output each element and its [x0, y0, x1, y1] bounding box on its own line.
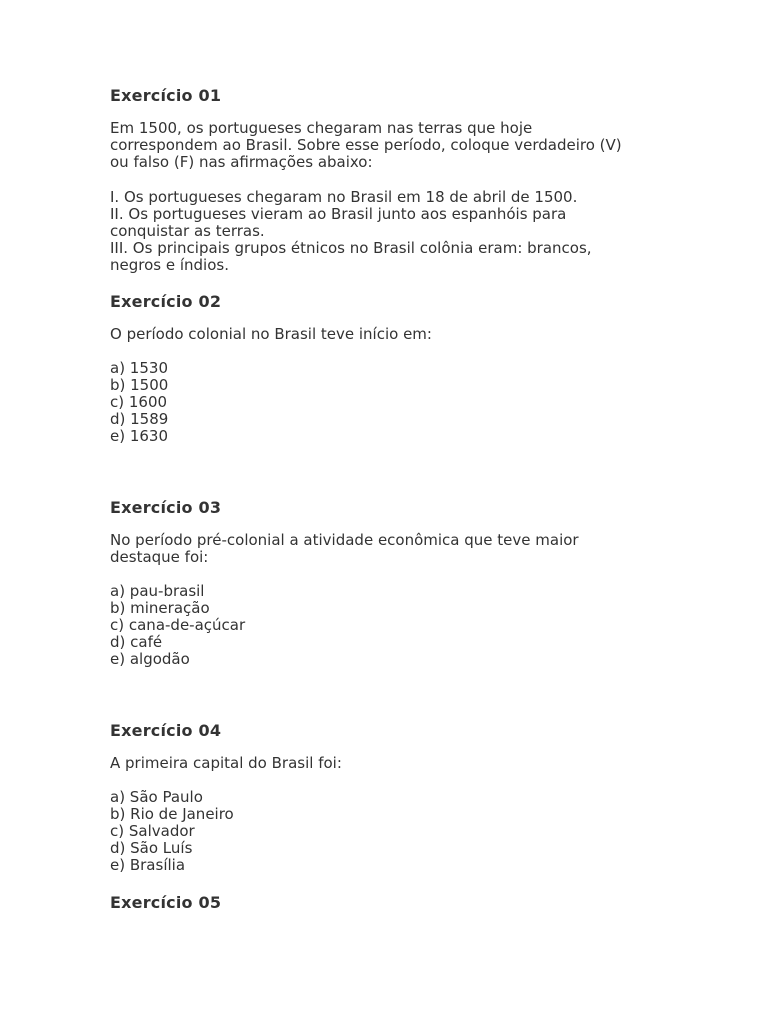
option-item: e) 1630 [110, 427, 169, 445]
prompt-line: destaque foi: [110, 548, 209, 566]
option-list [110, 360, 168, 445]
prompt-line: No período pré-colonial a atividade econômica que teve maior [110, 531, 579, 549]
exercise-prompt [110, 755, 342, 772]
statement-line: conquistar as terras. [110, 222, 265, 240]
exercise-02 [110, 292, 670, 445]
option-list [110, 583, 245, 668]
option-item: c) cana-de-açúcar [110, 616, 246, 634]
prompt-line: Em 1500, os portugueses chegaram nas terras que hoje [110, 119, 533, 137]
prompt-line: O período colonial no Brasil teve início em: [110, 325, 432, 343]
prompt-line: A primeira capital do Brasil foi: [110, 754, 342, 772]
exercise-title: Exercício 03 [110, 498, 222, 517]
option-item: b) 1500 [110, 376, 169, 394]
prompt-line: correspondem ao Brasil. Sobre esse período, coloque verdadeiro (V) [110, 136, 622, 154]
exercise-03 [110, 498, 670, 668]
statement-line: III. Os principais grupos étnicos no Brasil colônia eram: brancos, [110, 239, 592, 257]
option-list [110, 789, 234, 874]
exercise-prompt [110, 532, 579, 566]
option-item: d) café [110, 633, 163, 651]
statement-line: II. Os portugueses vieram ao Brasil junto aos espanhóis para [110, 205, 567, 223]
option-item: c) 1600 [110, 393, 168, 411]
exercise-title: Exercício 01 [110, 86, 222, 105]
option-item: d) São Luís [110, 839, 193, 857]
option-item: e) algodão [110, 650, 190, 668]
option-item: d) 1589 [110, 410, 169, 428]
exercise-01 [110, 86, 670, 274]
option-item: a) 1530 [110, 359, 168, 377]
option-item: a) São Paulo [110, 788, 203, 806]
exercise-title: Exercício 04 [110, 721, 222, 740]
statement-line: I. Os portugueses chegaram no Brasil em 18 de abril de 1500. [110, 188, 578, 206]
option-item: b) mineração [110, 599, 210, 617]
option-item: e) Brasília [110, 856, 186, 874]
exercise-prompt [110, 120, 622, 171]
option-item: c) Salvador [110, 822, 195, 840]
exercise-05 [110, 893, 670, 913]
statement-line: negros e índios. [110, 256, 229, 274]
statement-list [110, 189, 592, 274]
exercise-prompt [110, 326, 432, 343]
exercise-04 [110, 721, 670, 874]
option-item: b) Rio de Janeiro [110, 805, 234, 823]
prompt-line: ou falso (F) nas afirmações abaixo: [110, 153, 373, 171]
exercise-title: Exercício 02 [110, 292, 222, 311]
exercise-title: Exercício 05 [110, 893, 222, 912]
option-item: a) pau-brasil [110, 582, 205, 600]
